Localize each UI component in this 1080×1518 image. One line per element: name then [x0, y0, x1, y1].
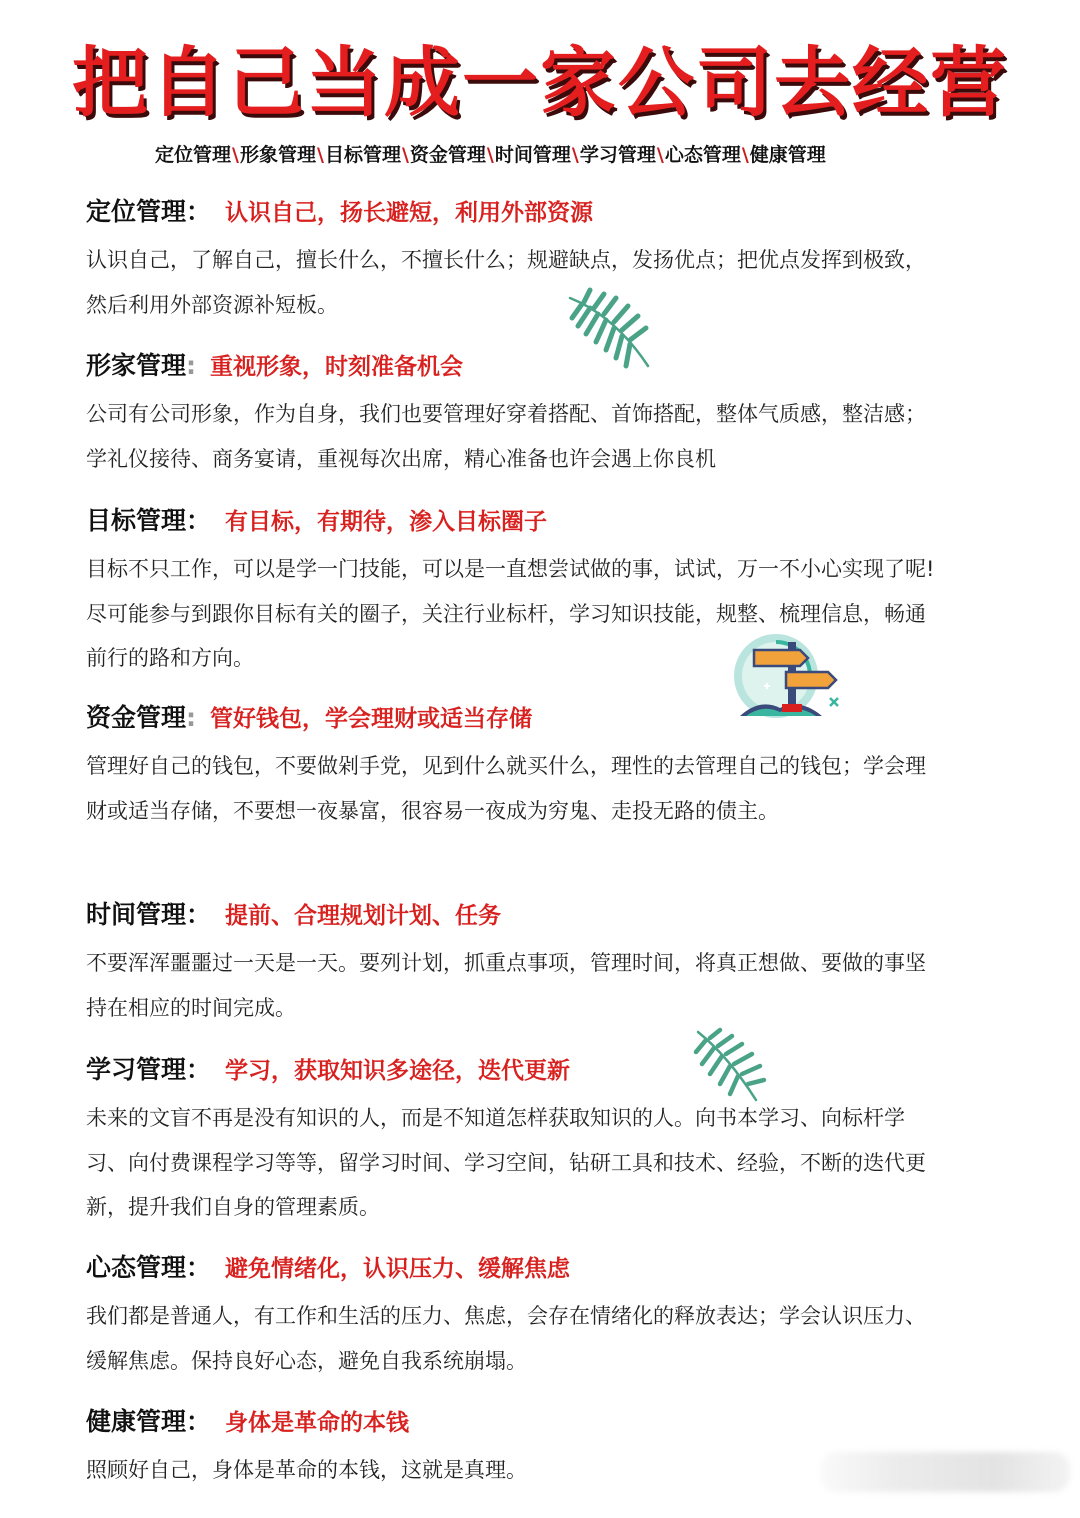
blurred-watermark: [820, 1452, 1070, 1492]
subtitle-separator: \: [316, 144, 324, 166]
section-heading: [86, 891, 946, 939]
section-heading: [86, 497, 946, 545]
subtitle-item: 健康管理: [749, 144, 826, 166]
palm-leaf-icon: [688, 1026, 768, 1106]
section-slogan: 重视形象，时刻准备机会: [210, 354, 464, 380]
subtitle-item: 定位管理: [155, 144, 232, 166]
subtitle-nav: [155, 140, 975, 170]
signpost-icon: [730, 628, 850, 724]
section-slogan: 身体是革命的本钱: [225, 1410, 410, 1436]
palm-leaf-icon: [560, 286, 660, 376]
section-colon: ：: [186, 1253, 212, 1282]
subtitle-item: 形象管理: [239, 144, 316, 166]
section-colon: ：: [186, 197, 212, 226]
section-body: 目标不只工作，可以是学一门技能，可以是一直想尝试做的事，试试，万一不小心实现了呢!尽可能参与到跟你目标有关的圈子，关注行业标杆，学习知识技能，规整、梳理信息，畅通前行的路和方向。: [86, 557, 935, 670]
section-name: 定位管理: [86, 197, 187, 226]
section-colon: ：: [186, 900, 212, 929]
section-name: 时间管理: [86, 900, 187, 929]
section-learning: [86, 1046, 946, 1230]
section-name: 目标管理: [86, 506, 187, 535]
subtitle-separator: \: [741, 144, 749, 166]
section-heading: [86, 1046, 946, 1094]
section-time: [86, 891, 946, 1030]
section-name: 学习管理: [86, 1055, 187, 1084]
section-positioning: [86, 188, 946, 327]
subtitle-separator: \: [571, 144, 579, 166]
subtitle-separator: \: [486, 144, 494, 166]
section-body: 管理好自己的钱包，不要做剁手党，见到什么就买什么，理性的去管理自己的钱包；学会理财或适当存储，不要想一夜暴富，很容易一夜成为穷鬼、走投无路的债主。: [86, 754, 926, 823]
page-title: 把自己当成一家公司去经营: [72, 38, 1008, 127]
section-heading: [86, 1398, 946, 1446]
section-body: 照顾好自己，身体是革命的本钱，这就是真理。: [86, 1458, 527, 1482]
subtitle-item: 学习管理: [579, 144, 656, 166]
section-health: [86, 1398, 946, 1493]
section-name: 健康管理: [86, 1407, 187, 1436]
section-colon: ：: [186, 506, 212, 535]
section-colon: ：: [186, 1407, 212, 1436]
subtitle-separator: \: [401, 144, 409, 166]
section-colon: :: [186, 703, 197, 732]
section-body: 公司有公司形象，作为自身，我们也要管理好穿着搭配、首饰搭配，整体气质感，整洁感；学礼仪接待、商务宴请，重视每次出席，精心准备也许会遇上你良机: [86, 402, 926, 471]
section-name: 心态管理: [86, 1253, 187, 1282]
subtitle-item: 心态管理: [664, 144, 741, 166]
section-slogan: 认识自己，扬长避短，利用外部资源: [225, 200, 594, 226]
section-body: 不要浑浑噩噩过一天是一天。要列计划，抓重点事项，管理时间，将真正想做、要做的事坚持在相应的时间完成。: [86, 951, 926, 1020]
section-colon: :: [186, 351, 197, 380]
section-slogan: 避免情绪化，认识压力、缓解焦虑: [225, 1256, 571, 1282]
section-name: 资金管理: [86, 703, 187, 732]
subtitle-item: 目标管理: [324, 144, 401, 166]
section-heading: [86, 1244, 946, 1292]
section-slogan: 管好钱包，学会理财或适当存储: [210, 706, 533, 732]
section-image: [86, 342, 946, 481]
section-body: 我们都是普通人，有工作和生活的压力、焦虑，会存在情绪化的释放表达；学会认识压力、缓解焦虑。保持良好心态，避免自我系统崩塌。: [86, 1304, 926, 1373]
section-body: 认识自己，了解自己，擅长什么，不擅长什么；规避缺点，发扬优点；把优点发挥到极致，然后利用外部资源补短板。: [86, 248, 926, 317]
section-body: 未来的文盲不再是没有知识的人，而是不知道怎样获取知识的人。向书本学习、向标杆学习、向付费课程学习等等，留学习时间、学习空间，钻研工具和技术、经验，不断的迭代更新，提升我们自身的管理素质。: [86, 1106, 926, 1219]
section-slogan: 学习，获取知识多途径，迭代更新: [225, 1058, 571, 1084]
section-colon: ：: [186, 1055, 212, 1084]
section-heading: [86, 342, 946, 390]
subtitle-separator: \: [656, 144, 664, 166]
section-heading: [86, 188, 946, 236]
section-slogan: 提前、合理规划计划、任务: [225, 903, 502, 929]
section-mindset: [86, 1244, 946, 1383]
section-slogan: 有目标，有期待，渗入目标圈子: [225, 509, 548, 535]
subtitle-item: 时间管理: [494, 144, 571, 166]
subtitle-separator: \: [232, 144, 239, 166]
section-name: 形家管理: [86, 351, 187, 380]
subtitle-item: 资金管理: [409, 144, 486, 166]
